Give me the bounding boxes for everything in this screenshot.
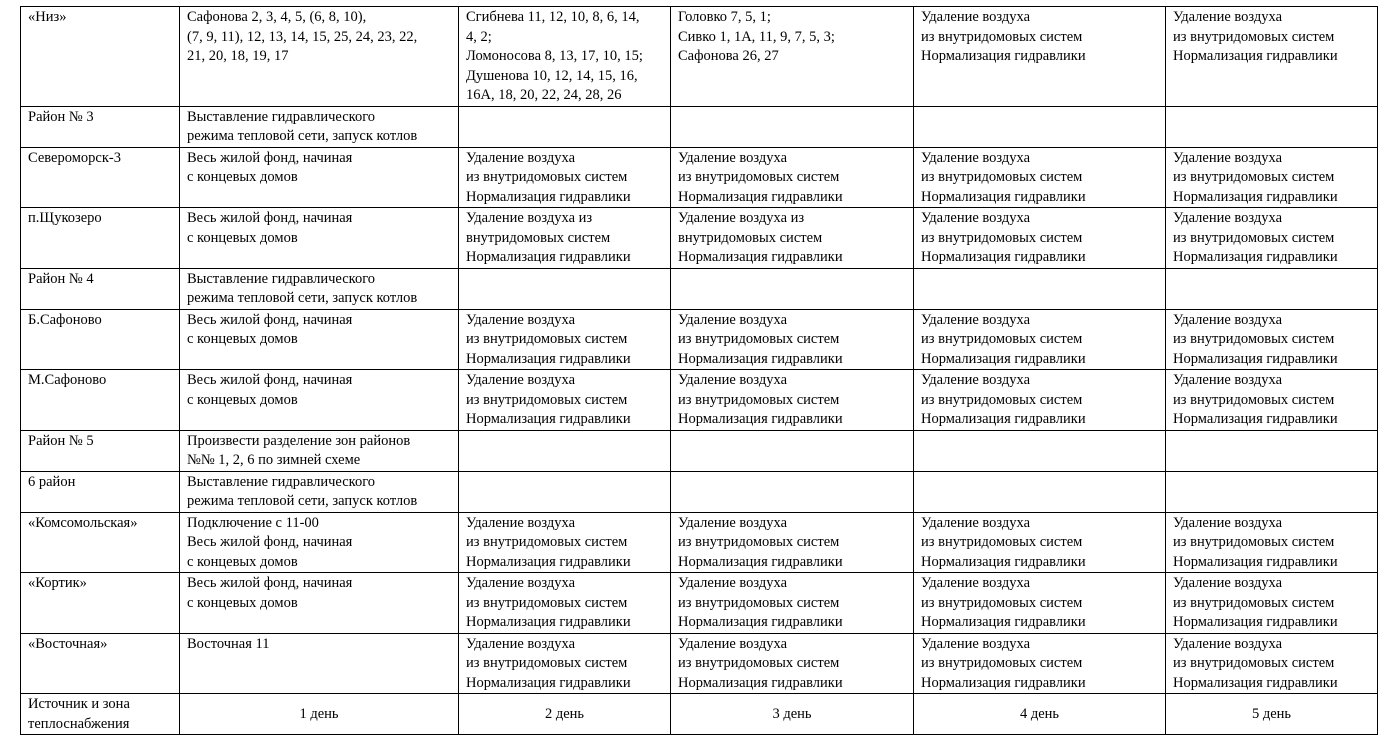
zone-cell: М.Сафоново [21,370,180,431]
day1-cell [459,106,671,147]
day4-cell: Удаление воздуха из внутридомовых систем Нормализация гидравлики [1166,573,1378,634]
day2-cell [671,430,914,471]
day1-cell: Удаление воздуха из внутридомовых систем Нормализация гидравлики [459,633,671,694]
day1-cell [459,268,671,309]
day2-cell: Головко 7, 5, 1; Сивко 1, 1А, 11, 9, 7, 5, 3; Сафонова 26, 27 [671,7,914,107]
instructions-cell: Весь жилой фонд, начиная с концевых домов [180,208,459,269]
day3-cell [914,471,1166,512]
day1-cell: Удаление воздуха из внутридомовых систем Нормализация гидравлики [459,370,671,431]
instructions-cell: Выставление гидравлического режима тепловой сети, запуск котлов [180,471,459,512]
day2-cell [671,268,914,309]
zone-cell: Североморск-3 [21,147,180,208]
zone-cell: 6 район [21,471,180,512]
instructions-cell: Выставление гидравлического режима тепловой сети, запуск котлов [180,268,459,309]
day2-cell: Удаление воздуха из внутридомовых систем Нормализация гидравлики [671,147,914,208]
zone-cell: Б.Сафоново [21,309,180,370]
table-row [21,430,1378,471]
instructions-cell: Произвести разделение зон районов №№ 1, 2, 6 по зимней схеме [180,430,459,471]
zone-cell: «Низ» [21,7,180,107]
day4-cell [1166,471,1378,512]
day-4-label: 4 день [914,694,1166,735]
table-row [21,370,1378,431]
day3-cell: Удаление воздуха из внутридомовых систем Нормализация гидравлики [914,147,1166,208]
zone-cell: «Кортик» [21,573,180,634]
zone-cell: Район № 3 [21,106,180,147]
day2-cell: Удаление воздуха из внутридомовых систем Нормализация гидравлики [671,309,914,370]
day3-cell: Удаление воздуха из внутридомовых систем Нормализация гидравлики [914,512,1166,573]
day1-cell [459,471,671,512]
day-3-label: 3 день [671,694,914,735]
schedule-table [20,6,1378,735]
table-row [21,147,1378,208]
table-row [21,633,1378,694]
day2-cell [671,471,914,512]
day4-cell: Удаление воздуха из внутридомовых систем Нормализация гидравлики [1166,208,1378,269]
instructions-cell: Весь жилой фонд, начиная с концевых домов [180,309,459,370]
day1-cell: Удаление воздуха из внутридомовых систем Нормализация гидравлики [459,573,671,634]
instructions-cell: Весь жилой фонд, начиная с концевых домов [180,370,459,431]
footer-row [21,694,1378,735]
day1-cell: Удаление воздуха из внутридомовых систем Нормализация гидравлики [459,208,671,269]
day3-cell: Удаление воздуха из внутридомовых систем Нормализация гидравлики [914,573,1166,634]
day1-cell: Удаление воздуха из внутридомовых систем Нормализация гидравлики [459,512,671,573]
instructions-cell: Весь жилой фонд, начиная с концевых домов [180,147,459,208]
table-row [21,471,1378,512]
table-row [21,7,1378,107]
zone-cell: «Восточная» [21,633,180,694]
instructions-cell: Весь жилой фонд, начиная с концевых домов [180,573,459,634]
day-1-label: 1 день [180,694,459,735]
day2-cell: Удаление воздуха из внутридомовых систем Нормализация гидравлики [671,370,914,431]
instructions-cell: Выставление гидравлического режима тепловой сети, запуск котлов [180,106,459,147]
day3-cell: Удаление воздуха из внутридомовых систем Нормализация гидравлики [914,309,1166,370]
day1-cell: Удаление воздуха из внутридомовых систем Нормализация гидравлики [459,309,671,370]
source-zone-label: Источник и зона теплоснабжения [21,694,180,735]
day4-cell: Удаление воздуха из внутридомовых систем Нормализация гидравлики [1166,633,1378,694]
day4-cell [1166,268,1378,309]
table-row [21,208,1378,269]
day-5-label: 5 день [1166,694,1378,735]
table-row [21,512,1378,573]
day4-cell: Удаление воздуха из внутридомовых систем Нормализация гидравлики [1166,147,1378,208]
day4-cell: Удаление воздуха из внутридомовых систем Нормализация гидравлики [1166,7,1378,107]
day-2-label: 2 день [459,694,671,735]
table-row [21,309,1378,370]
day4-cell: Удаление воздуха из внутридомовых систем Нормализация гидравлики [1166,309,1378,370]
day2-cell: Удаление воздуха из внутридомовых систем Нормализация гидравлики [671,573,914,634]
day3-cell: Удаление воздуха из внутридомовых систем Нормализация гидравлики [914,7,1166,107]
day4-cell [1166,430,1378,471]
day2-cell: Удаление воздуха из внутридомовых систем Нормализация гидравлики [671,633,914,694]
day1-cell: Сгибнева 11, 12, 10, 8, 6, 14, 4, 2; Ломоносова 8, 13, 17, 10, 15; Душенова 10, 12, 14, 15, 16, 16А, 18, 20, 22, 24, 28, 26 [459,7,671,107]
table-row [21,573,1378,634]
day3-cell: Удаление воздуха из внутридомовых систем Нормализация гидравлики [914,208,1166,269]
table-row [21,268,1378,309]
zone-cell: Район № 4 [21,268,180,309]
day4-cell: Удаление воздуха из внутридомовых систем Нормализация гидравлики [1166,370,1378,431]
instructions-cell: Подключение с 11-00 Весь жилой фонд, начиная с концевых домов [180,512,459,573]
table-row [21,106,1378,147]
day3-cell [914,106,1166,147]
day3-cell [914,430,1166,471]
day3-cell: Удаление воздуха из внутридомовых систем Нормализация гидравлики [914,370,1166,431]
day4-cell [1166,106,1378,147]
day4-cell: Удаление воздуха из внутридомовых систем Нормализация гидравлики [1166,512,1378,573]
day2-cell: Удаление воздуха из внутридомовых систем Нормализация гидравлики [671,208,914,269]
instructions-cell: Восточная 11 [180,633,459,694]
day2-cell [671,106,914,147]
zone-cell: Район № 5 [21,430,180,471]
day2-cell: Удаление воздуха из внутридомовых систем Нормализация гидравлики [671,512,914,573]
zone-cell: «Комсомольская» [21,512,180,573]
day3-cell: Удаление воздуха из внутридомовых систем Нормализация гидравлики [914,633,1166,694]
day3-cell [914,268,1166,309]
day1-cell: Удаление воздуха из внутридомовых систем Нормализация гидравлики [459,147,671,208]
instructions-cell: Сафонова 2, 3, 4, 5, (6, 8, 10), (7, 9, 11), 12, 13, 14, 15, 25, 24, 23, 22, 21, 20, 18, 19, 17 [180,7,459,107]
zone-cell: п.Щукозеро [21,208,180,269]
day1-cell [459,430,671,471]
